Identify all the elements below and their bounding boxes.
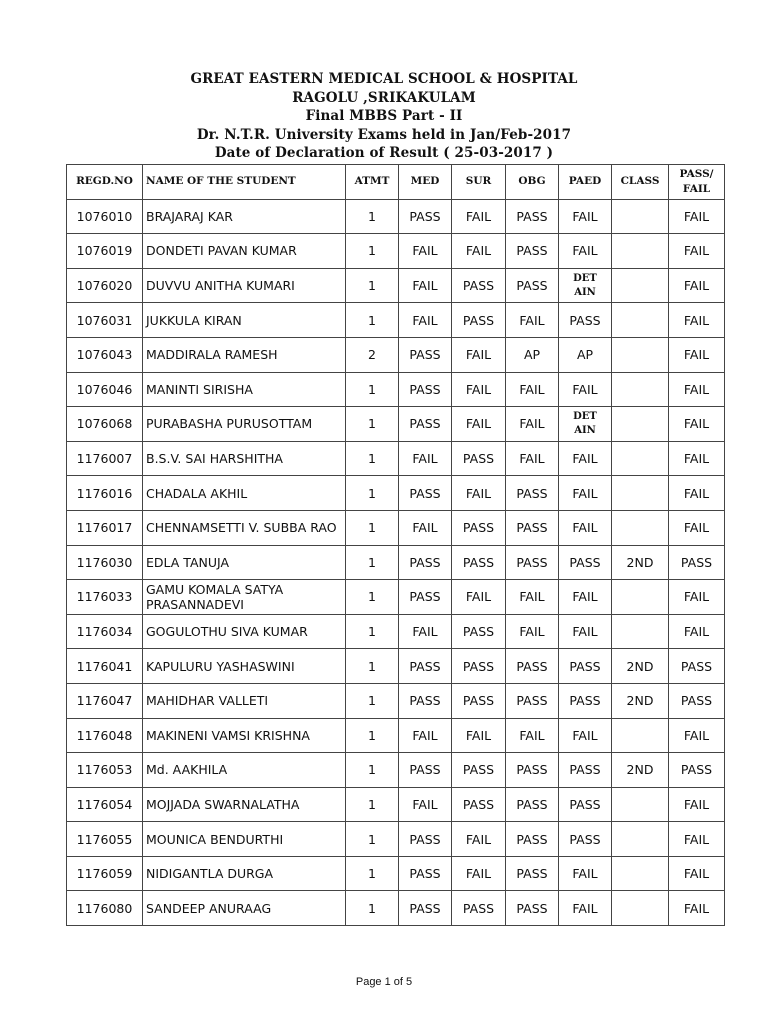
cell-atmt: 1	[346, 891, 399, 926]
table-row	[67, 753, 725, 788]
cell-name: MADDIRALA RAMESH	[143, 337, 346, 372]
cell-regd: 1176048	[67, 718, 143, 753]
cell-paed: PASS	[559, 545, 612, 580]
cell-atmt: 1	[346, 303, 399, 338]
cell-class	[612, 822, 669, 857]
cell-class	[612, 234, 669, 269]
institution-location: RAGOLU ,SRIKAKULAM	[292, 89, 476, 106]
table-row	[67, 199, 725, 234]
cell-atmt: 1	[346, 787, 399, 822]
cell-med: PASS	[399, 199, 452, 234]
cell-name: SANDEEP ANURAAG	[143, 891, 346, 926]
cell-sur: PASS	[452, 891, 506, 926]
cell-regd: 1176016	[67, 476, 143, 511]
cell-regd: 1076046	[67, 372, 143, 407]
cell-result: FAIL	[669, 303, 725, 338]
cell-paed: FAIL	[559, 891, 612, 926]
cell-sur: FAIL	[452, 580, 506, 615]
results-table	[66, 164, 725, 926]
table-row	[67, 891, 725, 926]
cell-name: DUVVU ANITHA KUMARI	[143, 268, 346, 303]
cell-obg: PASS	[506, 856, 559, 891]
cell-med: FAIL	[399, 234, 452, 269]
table-row	[67, 683, 725, 718]
table-row	[67, 510, 725, 545]
cell-class	[612, 891, 669, 926]
cell-result: FAIL	[669, 476, 725, 511]
cell-result: FAIL	[669, 337, 725, 372]
cell-regd: 1076019	[67, 234, 143, 269]
cell-sur: PASS	[452, 268, 506, 303]
cell-class: 2ND	[612, 753, 669, 788]
cell-obg: FAIL	[506, 407, 559, 442]
cell-result: FAIL	[669, 234, 725, 269]
cell-med: FAIL	[399, 787, 452, 822]
cell-name: MOJJADA SWARNALATHA	[143, 787, 346, 822]
column-header-sur: SUR	[452, 165, 506, 200]
cell-atmt: 1	[346, 580, 399, 615]
cell-class	[612, 199, 669, 234]
cell-med: PASS	[399, 856, 452, 891]
cell-sur: FAIL	[452, 718, 506, 753]
cell-atmt: 1	[346, 649, 399, 684]
cell-regd: 1076031	[67, 303, 143, 338]
cell-paed: PASS	[559, 787, 612, 822]
cell-med: FAIL	[399, 303, 452, 338]
cell-result: FAIL	[669, 441, 725, 476]
cell-paed: FAIL	[559, 510, 612, 545]
column-header-med: MED	[399, 165, 452, 200]
cell-name: MANINTI SIRISHA	[143, 372, 346, 407]
column-header-atmt: ATMT	[346, 165, 399, 200]
cell-med: PASS	[399, 753, 452, 788]
table-header-row	[67, 165, 725, 200]
table-row	[67, 234, 725, 269]
cell-regd: 1176059	[67, 856, 143, 891]
cell-paed: AP	[559, 337, 612, 372]
cell-result: FAIL	[669, 787, 725, 822]
cell-med: PASS	[399, 891, 452, 926]
cell-name: NIDIGANTLA DURGA	[143, 856, 346, 891]
cell-atmt: 1	[346, 510, 399, 545]
cell-class	[612, 787, 669, 822]
cell-med: PASS	[399, 407, 452, 442]
cell-class	[612, 407, 669, 442]
cell-name: CHENNAMSETTI V. SUBBA RAO	[143, 510, 346, 545]
table-row	[67, 372, 725, 407]
table-row	[67, 822, 725, 857]
cell-med: PASS	[399, 649, 452, 684]
cell-obg: PASS	[506, 234, 559, 269]
cell-result: PASS	[669, 649, 725, 684]
column-header-result: PASS/ FAIL	[669, 165, 725, 200]
cell-obg: PASS	[506, 683, 559, 718]
cell-atmt: 1	[346, 822, 399, 857]
cell-result: FAIL	[669, 199, 725, 234]
cell-name: Md. AAKHILA	[143, 753, 346, 788]
cell-obg: PASS	[506, 753, 559, 788]
cell-result: PASS	[669, 683, 725, 718]
cell-result: FAIL	[669, 891, 725, 926]
table-row	[67, 649, 725, 684]
cell-sur: PASS	[452, 303, 506, 338]
cell-name: JUKKULA KIRAN	[143, 303, 346, 338]
cell-regd: 1176007	[67, 441, 143, 476]
cell-paed: PASS	[559, 649, 612, 684]
cell-result: FAIL	[669, 856, 725, 891]
cell-name: MOUNICA BENDURTHI	[143, 822, 346, 857]
cell-name: MAKINENI VAMSI KRISHNA	[143, 718, 346, 753]
cell-regd: 1176033	[67, 580, 143, 615]
cell-class	[612, 510, 669, 545]
cell-regd: 1176030	[67, 545, 143, 580]
cell-atmt: 1	[346, 441, 399, 476]
table-row	[67, 337, 725, 372]
column-header-class: CLASS	[612, 165, 669, 200]
cell-name: BRAJARAJ KAR	[143, 199, 346, 234]
cell-name: MAHIDHAR VALLETI	[143, 683, 346, 718]
table-row	[67, 614, 725, 649]
cell-class	[612, 476, 669, 511]
cell-med: PASS	[399, 683, 452, 718]
cell-regd: 1076020	[67, 268, 143, 303]
results-body	[67, 199, 725, 925]
cell-result: PASS	[669, 545, 725, 580]
cell-paed: FAIL	[559, 372, 612, 407]
cell-result: FAIL	[669, 614, 725, 649]
cell-sur: PASS	[452, 510, 506, 545]
cell-med: PASS	[399, 476, 452, 511]
cell-sur: PASS	[452, 441, 506, 476]
cell-result: PASS	[669, 753, 725, 788]
cell-sur: FAIL	[452, 372, 506, 407]
cell-med: PASS	[399, 545, 452, 580]
cell-sur: FAIL	[452, 856, 506, 891]
cell-sur: FAIL	[452, 234, 506, 269]
cell-paed: FAIL	[559, 476, 612, 511]
cell-obg: FAIL	[506, 303, 559, 338]
column-header-paed: PAED	[559, 165, 612, 200]
cell-atmt: 1	[346, 199, 399, 234]
cell-regd: 1176041	[67, 649, 143, 684]
cell-paed: FAIL	[559, 441, 612, 476]
cell-name: B.S.V. SAI HARSHITHA	[143, 441, 346, 476]
exam-session: Dr. N.T.R. University Exams held in Jan/Feb-2017	[196, 126, 572, 143]
cell-regd: 1176080	[67, 891, 143, 926]
cell-regd: 1076068	[67, 407, 143, 442]
cell-sur: PASS	[452, 545, 506, 580]
cell-atmt: 1	[346, 683, 399, 718]
cell-paed: FAIL	[559, 856, 612, 891]
cell-sur: PASS	[452, 649, 506, 684]
cell-paed: PASS	[559, 753, 612, 788]
cell-atmt: 1	[346, 476, 399, 511]
cell-name: EDLA TANUJA	[143, 545, 346, 580]
cell-sur: FAIL	[452, 199, 506, 234]
cell-class	[612, 580, 669, 615]
table-row	[67, 718, 725, 753]
cell-atmt: 1	[346, 614, 399, 649]
table-row	[67, 580, 725, 615]
cell-paed: FAIL	[559, 234, 612, 269]
cell-result: FAIL	[669, 580, 725, 615]
cell-regd: 1176047	[67, 683, 143, 718]
cell-obg: PASS	[506, 199, 559, 234]
cell-class	[612, 372, 669, 407]
cell-class	[612, 337, 669, 372]
cell-name: GAMU KOMALA SATYA PRASANNADEVI	[143, 580, 346, 615]
cell-class	[612, 856, 669, 891]
cell-obg: FAIL	[506, 441, 559, 476]
cell-atmt: 1	[346, 268, 399, 303]
cell-class: 2ND	[612, 649, 669, 684]
cell-atmt: 2	[346, 337, 399, 372]
table-row	[67, 545, 725, 580]
cell-paed: DET AIN	[559, 407, 612, 442]
cell-sur: FAIL	[452, 337, 506, 372]
cell-regd: 1176054	[67, 787, 143, 822]
cell-atmt: 1	[346, 234, 399, 269]
cell-class: 2ND	[612, 683, 669, 718]
cell-atmt: 1	[346, 753, 399, 788]
cell-result: FAIL	[669, 510, 725, 545]
cell-sur: PASS	[452, 787, 506, 822]
cell-result: FAIL	[669, 407, 725, 442]
cell-paed: PASS	[559, 303, 612, 338]
institution-name: GREAT EASTERN MEDICAL SCHOOL & HOSPITAL	[190, 71, 578, 87]
column-header-regd: REGD.NO	[67, 165, 143, 200]
cell-med: PASS	[399, 580, 452, 615]
table-row	[67, 268, 725, 303]
cell-result: FAIL	[669, 268, 725, 303]
cell-regd: 1176017	[67, 510, 143, 545]
cell-sur: PASS	[452, 753, 506, 788]
column-header-obg: OBG	[506, 165, 559, 200]
cell-result: FAIL	[669, 372, 725, 407]
column-header-name: NAME OF THE STUDENT	[143, 165, 346, 200]
table-row	[67, 303, 725, 338]
cell-class	[612, 614, 669, 649]
cell-med: PASS	[399, 822, 452, 857]
cell-name: PURABASHA PURUSOTTAM	[143, 407, 346, 442]
cell-atmt: 1	[346, 718, 399, 753]
page-number: Page 1 of 5	[355, 976, 413, 988]
table-row	[67, 787, 725, 822]
cell-regd: 1176053	[67, 753, 143, 788]
declaration-date: Date of Declaration of Result ( 25-03-2017 )	[214, 145, 554, 161]
cell-regd: 1076043	[67, 337, 143, 372]
cell-sur: FAIL	[452, 476, 506, 511]
cell-name: GOGULOTHU SIVA KUMAR	[143, 614, 346, 649]
table-row	[67, 476, 725, 511]
cell-paed: PASS	[559, 683, 612, 718]
cell-regd: 1076010	[67, 199, 143, 234]
cell-class: 2ND	[612, 545, 669, 580]
cell-med: FAIL	[399, 510, 452, 545]
cell-obg: FAIL	[506, 372, 559, 407]
cell-obg: PASS	[506, 787, 559, 822]
cell-obg: PASS	[506, 268, 559, 303]
cell-obg: PASS	[506, 476, 559, 511]
cell-obg: FAIL	[506, 580, 559, 615]
cell-result: FAIL	[669, 822, 725, 857]
cell-med: PASS	[399, 337, 452, 372]
cell-obg: PASS	[506, 510, 559, 545]
exam-title: Final MBBS Part - II	[305, 108, 463, 124]
cell-sur: PASS	[452, 614, 506, 649]
cell-med: FAIL	[399, 268, 452, 303]
cell-paed: PASS	[559, 822, 612, 857]
cell-obg: FAIL	[506, 718, 559, 753]
cell-obg: PASS	[506, 822, 559, 857]
cell-paed: DET AIN	[559, 268, 612, 303]
table-row	[67, 407, 725, 442]
cell-obg: FAIL	[506, 614, 559, 649]
cell-name: DONDETI PAVAN KUMAR	[143, 234, 346, 269]
cell-atmt: 1	[346, 407, 399, 442]
cell-paed: FAIL	[559, 580, 612, 615]
cell-med: FAIL	[399, 441, 452, 476]
cell-class	[612, 303, 669, 338]
cell-obg: PASS	[506, 545, 559, 580]
cell-paed: FAIL	[559, 199, 612, 234]
cell-sur: FAIL	[452, 822, 506, 857]
document-header	[0, 70, 768, 163]
cell-atmt: 1	[346, 545, 399, 580]
cell-med: FAIL	[399, 614, 452, 649]
cell-med: FAIL	[399, 718, 452, 753]
cell-regd: 1176034	[67, 614, 143, 649]
cell-paed: FAIL	[559, 614, 612, 649]
cell-obg: PASS	[506, 891, 559, 926]
cell-atmt: 1	[346, 856, 399, 891]
cell-paed: FAIL	[559, 718, 612, 753]
cell-result: FAIL	[669, 718, 725, 753]
cell-sur: PASS	[452, 683, 506, 718]
cell-med: PASS	[399, 372, 452, 407]
cell-sur: FAIL	[452, 407, 506, 442]
cell-name: CHADALA AKHIL	[143, 476, 346, 511]
cell-name: KAPULURU YASHASWINI	[143, 649, 346, 684]
cell-obg: AP	[506, 337, 559, 372]
cell-class	[612, 718, 669, 753]
table-row	[67, 441, 725, 476]
cell-regd: 1176055	[67, 822, 143, 857]
cell-class	[612, 268, 669, 303]
cell-atmt: 1	[346, 372, 399, 407]
cell-class	[612, 441, 669, 476]
cell-obg: PASS	[506, 649, 559, 684]
table-row	[67, 856, 725, 891]
